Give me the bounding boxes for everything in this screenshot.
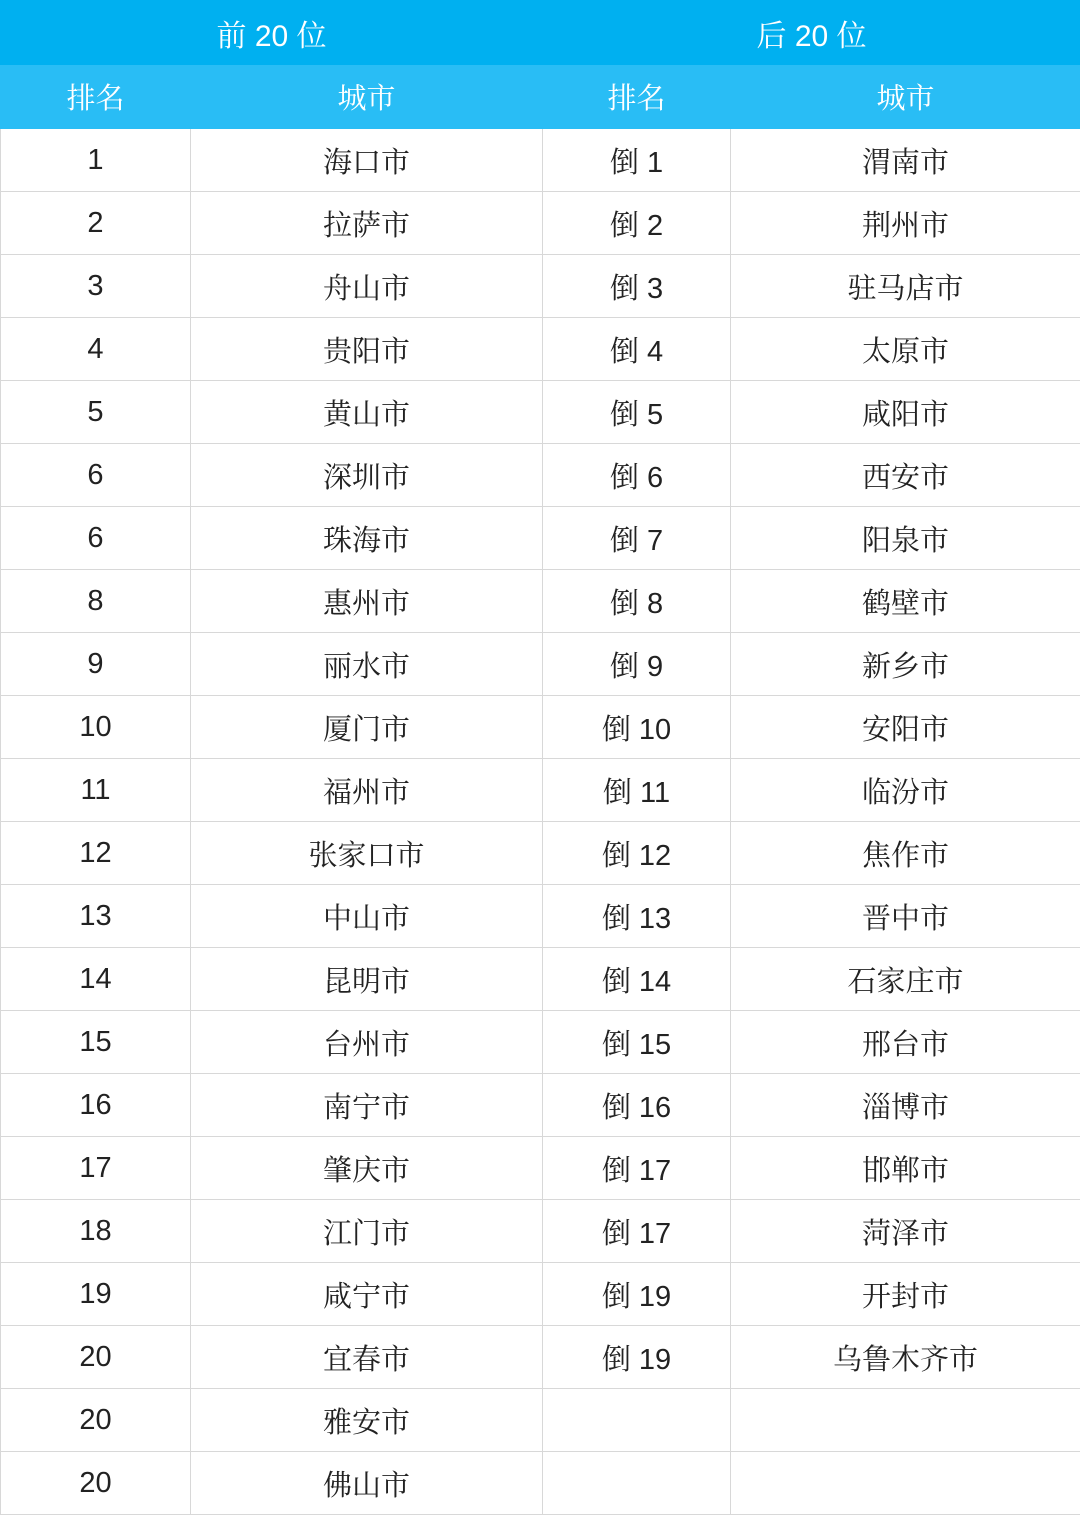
cell-right-city: 阳泉市 [731,507,1080,570]
table-row [1,759,1080,822]
cell-right-city: 开封市 [731,1263,1080,1326]
table-body [1,129,1080,1515]
table-row [1,381,1080,444]
group-header-bottom20: 后 20 位 [543,1,1080,65]
cell-right-rank: 倒 19 [543,1326,731,1389]
cell-left-rank: 2 [1,192,191,255]
table-row [1,1074,1080,1137]
cell-right-city: 晋中市 [731,885,1080,948]
cell-left-rank: 1 [1,129,191,192]
cell-left-rank: 19 [1,1263,191,1326]
cell-right-city: 菏泽市 [731,1200,1080,1263]
cell-right-city: 邢台市 [731,1011,1080,1074]
table-row [1,948,1080,1011]
cell-right-rank: 倒 15 [543,1011,731,1074]
cell-left-rank: 20 [1,1389,191,1452]
cell-right-rank: 倒 2 [543,192,731,255]
cell-right-city [731,1389,1080,1452]
cell-right-rank: 倒 17 [543,1137,731,1200]
cell-right-city [731,1452,1080,1515]
table-row [1,255,1080,318]
cell-right-rank: 倒 6 [543,444,731,507]
cell-left-rank: 8 [1,570,191,633]
cell-right-city: 渭南市 [731,129,1080,192]
table-row [1,444,1080,507]
column-header-right-city: 城市 [731,65,1080,129]
cell-left-city: 昆明市 [191,948,543,1011]
cell-left-city: 张家口市 [191,822,543,885]
cell-right-city: 邯郸市 [731,1137,1080,1200]
cell-right-rank: 倒 14 [543,948,731,1011]
cell-left-city: 丽水市 [191,633,543,696]
cell-left-city: 惠州市 [191,570,543,633]
cell-right-city: 鹤壁市 [731,570,1080,633]
cell-right-city: 乌鲁木齐市 [731,1326,1080,1389]
cell-right-city: 临汾市 [731,759,1080,822]
cell-left-rank: 5 [1,381,191,444]
table-row [1,318,1080,381]
cell-left-city: 拉萨市 [191,192,543,255]
cell-right-city: 太原市 [731,318,1080,381]
table-row [1,1389,1080,1452]
cell-left-city: 南宁市 [191,1074,543,1137]
table-column-header-row [1,65,1080,129]
cell-left-rank: 17 [1,1137,191,1200]
cell-left-rank: 18 [1,1200,191,1263]
cell-left-rank: 11 [1,759,191,822]
cell-left-rank: 15 [1,1011,191,1074]
table-row [1,1452,1080,1515]
cell-right-city: 安阳市 [731,696,1080,759]
cell-left-rank: 16 [1,1074,191,1137]
cell-right-city: 新乡市 [731,633,1080,696]
cell-left-city: 深圳市 [191,444,543,507]
group-header-top20: 前 20 位 [1,1,543,65]
cell-left-city: 台州市 [191,1011,543,1074]
table-row [1,1137,1080,1200]
cell-right-rank: 倒 11 [543,759,731,822]
cell-left-city: 厦门市 [191,696,543,759]
table-row [1,822,1080,885]
cell-right-rank: 倒 3 [543,255,731,318]
table-row [1,192,1080,255]
table-row [1,129,1080,192]
table-row [1,696,1080,759]
cell-right-rank: 倒 16 [543,1074,731,1137]
cell-right-city: 石家庄市 [731,948,1080,1011]
cell-left-city: 江门市 [191,1200,543,1263]
cell-left-city: 肇庆市 [191,1137,543,1200]
table-row [1,507,1080,570]
column-header-right-rank: 排名 [543,65,731,129]
cell-left-rank: 6 [1,507,191,570]
cell-right-rank: 倒 7 [543,507,731,570]
table-row [1,570,1080,633]
table-row [1,633,1080,696]
cell-right-rank: 倒 17 [543,1200,731,1263]
cell-left-city: 贵阳市 [191,318,543,381]
table-row [1,1011,1080,1074]
cell-left-city: 宜春市 [191,1326,543,1389]
cell-left-city: 咸宁市 [191,1263,543,1326]
cell-left-rank: 4 [1,318,191,381]
cell-right-city: 淄博市 [731,1074,1080,1137]
cell-left-rank: 13 [1,885,191,948]
cell-left-rank: 6 [1,444,191,507]
cell-right-city: 咸阳市 [731,381,1080,444]
cell-right-city: 驻马店市 [731,255,1080,318]
cell-left-city: 舟山市 [191,255,543,318]
cell-right-rank: 倒 5 [543,381,731,444]
cell-left-rank: 14 [1,948,191,1011]
cell-right-rank: 倒 13 [543,885,731,948]
table-row [1,1326,1080,1389]
cell-left-city: 雅安市 [191,1389,543,1452]
table-group-header-row [1,1,1080,65]
column-header-left-city: 城市 [191,65,543,129]
table-row [1,1200,1080,1263]
table-row [1,885,1080,948]
cell-left-rank: 20 [1,1326,191,1389]
cell-right-rank: 倒 1 [543,129,731,192]
cell-right-city: 焦作市 [731,822,1080,885]
cell-right-rank: 倒 4 [543,318,731,381]
table-row [1,1263,1080,1326]
cell-left-rank: 9 [1,633,191,696]
cell-left-city: 珠海市 [191,507,543,570]
cell-right-city: 西安市 [731,444,1080,507]
cell-right-rank [543,1452,731,1515]
cell-left-city: 中山市 [191,885,543,948]
cell-left-rank: 12 [1,822,191,885]
cell-left-city: 黄山市 [191,381,543,444]
cell-left-rank: 20 [1,1452,191,1515]
cell-right-rank [543,1389,731,1452]
cell-left-rank: 3 [1,255,191,318]
cell-right-rank: 倒 12 [543,822,731,885]
cell-left-rank: 10 [1,696,191,759]
cell-right-rank: 倒 9 [543,633,731,696]
cell-left-city: 海口市 [191,129,543,192]
cell-right-city: 荆州市 [731,192,1080,255]
cell-right-rank: 倒 10 [543,696,731,759]
cell-left-city: 福州市 [191,759,543,822]
cell-left-city: 佛山市 [191,1452,543,1515]
column-header-left-rank: 排名 [1,65,191,129]
cell-right-rank: 倒 19 [543,1263,731,1326]
cell-right-rank: 倒 8 [543,570,731,633]
